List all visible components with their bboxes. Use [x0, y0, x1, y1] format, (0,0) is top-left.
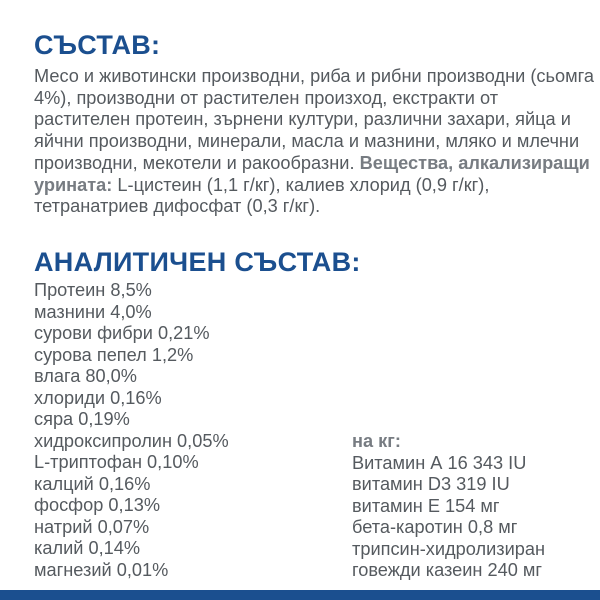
- per-kg-item: витамин D3 319 IU: [352, 474, 510, 494]
- analytic-item: калций 0,16%: [34, 473, 151, 494]
- composition-ingredients: Месо и животински производни, риба и рибни производни (сьомга 4%), производни от растителен произход, екстракти от растителен протеин, зърнени култури, различни захари, яйца и яйчни производни, минерали, масла и мазнини, мляко и млечни производни, мекотели и ракообразни.: [34, 66, 594, 173]
- analytic-item: сурови фибри 0,21%: [34, 323, 210, 343]
- footer-bar: [0, 590, 600, 600]
- composition-text-block: [34, 66, 594, 218]
- analytic-item: натрий 0,07%: [34, 516, 150, 537]
- urine-alkalizing-label: Вещества, алкализиращи урината:: [34, 152, 590, 195]
- analytic-item: влага 80,0%: [34, 366, 137, 386]
- analytic-item: сурова пепел 1,2%: [34, 344, 194, 365]
- analytic-item: хидроксипролин 0,05%: [34, 430, 229, 451]
- analytic-list: [34, 280, 229, 581]
- analytic-item: калий 0,14%: [34, 538, 141, 558]
- per-kg-item: говежди казеин 240 мг: [352, 560, 543, 580]
- per-kg-item: витамин Е 154 мг: [352, 495, 500, 516]
- analytic-item: хлориди 0,16%: [34, 387, 162, 408]
- analytic-item: фосфор 0,13%: [34, 495, 160, 515]
- analytic-item: магнезий 0,01%: [34, 559, 169, 580]
- per-kg-item: бета-каротин 0,8 мг: [352, 517, 518, 537]
- per-kg-item: Витамин А 16 343 IU: [352, 452, 527, 473]
- urine-alkalizing-values: L-цистеин (1,1 г/кг), калиев хлорид (0,9 г/кг), тетранатриев дифосфат (0,3 г/кг).: [34, 174, 490, 217]
- composition-heading: СЪСТАВ:: [34, 30, 161, 60]
- per-kg-title: на кг:: [352, 431, 401, 451]
- analytic-item: L-триптофан 0,10%: [34, 452, 199, 472]
- per-kg-item: трипсин-хидролизиран: [352, 538, 546, 559]
- analytic-item: Протеин 8,5%: [34, 280, 152, 300]
- analytic-heading: АНАЛИТИЧЕН СЪСТАВ:: [34, 247, 361, 277]
- analytic-item: сяра 0,19%: [34, 409, 130, 429]
- analytic-item: мазнини 4,0%: [34, 301, 152, 322]
- per-kg-list: [352, 431, 545, 582]
